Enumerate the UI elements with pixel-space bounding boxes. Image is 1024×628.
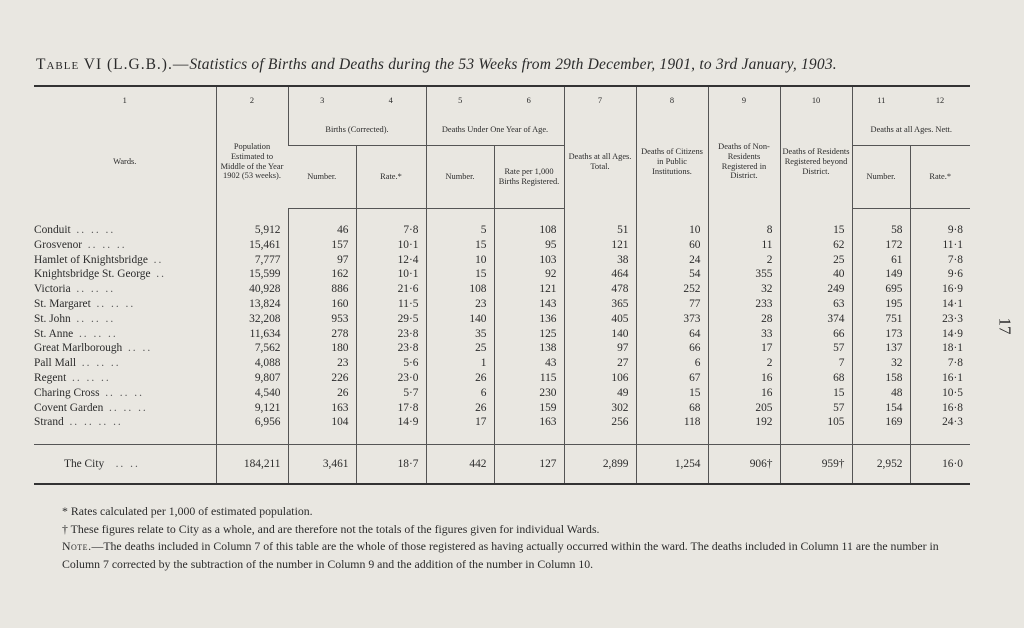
table-row-total <box>34 445 970 485</box>
data-cell: 149 <box>852 267 910 282</box>
data-cell: 442 <box>426 445 494 485</box>
data-cell: 15 <box>426 267 494 282</box>
table-row <box>34 297 970 312</box>
leader-dots: .. .. <box>127 342 153 355</box>
table-row <box>34 282 970 297</box>
data-cell: 9,121 <box>216 401 288 416</box>
data-cell: 478 <box>564 282 636 297</box>
data-cell: 13,824 <box>216 297 288 312</box>
data-cell: 40,928 <box>216 282 288 297</box>
data-cell: 16 <box>708 386 780 401</box>
table-row <box>34 253 970 268</box>
data-cell: 12·4 <box>356 253 426 268</box>
data-cell: 24·3 <box>910 415 970 430</box>
data-cell: 10 <box>426 253 494 268</box>
data-cell: 5·7 <box>356 386 426 401</box>
data-cell: 23·3 <box>910 312 970 327</box>
data-cell: 906† <box>708 445 780 485</box>
column-number: 10 <box>780 86 852 115</box>
data-cell: 26 <box>426 371 494 386</box>
column-number: 9 <box>708 86 780 115</box>
data-cell: 1 <box>426 356 494 371</box>
data-cell: 62 <box>780 238 852 253</box>
data-cell: 105 <box>780 415 852 430</box>
ward-name: Great Marlborough <box>34 342 123 355</box>
data-cell: 40 <box>780 267 852 282</box>
data-cell: 27 <box>564 356 636 371</box>
data-cell: 162 <box>288 267 356 282</box>
table-row <box>34 401 970 416</box>
data-cell: 92 <box>494 267 564 282</box>
data-cell: 104 <box>288 415 356 430</box>
header-deaths-total: Deaths at all Ages. Total. <box>564 115 636 209</box>
leader-dots: .. .. .. <box>76 224 116 236</box>
column-number: 11 <box>852 86 910 115</box>
data-cell: 140 <box>426 312 494 327</box>
column-number: 6 <box>526 96 531 106</box>
data-cell: 57 <box>780 401 852 416</box>
data-cell: 195 <box>852 297 910 312</box>
ward-name: Knightsbridge St. George <box>34 268 151 281</box>
header-wards: Wards. <box>113 156 137 166</box>
footnote-rates: * Rates calculated per 1,000 of estimated population. <box>62 504 313 518</box>
header-infant-number: Number. <box>426 146 494 209</box>
data-cell: 158 <box>852 371 910 386</box>
data-cell: 7,777 <box>216 253 288 268</box>
leader-dots: .. .. .. <box>105 386 144 399</box>
table-row <box>34 386 970 401</box>
header-deaths-public-institutions: Deaths of Citizens in Public Institutions. <box>636 115 708 209</box>
data-cell: 2,899 <box>564 445 636 485</box>
data-cell: 953 <box>288 312 356 327</box>
ward-cell <box>34 445 216 485</box>
data-cell: 15,461 <box>216 238 288 253</box>
note-text: —The deaths included in Column 7 of this table are the whole of those registered as having actually occurred within the ward. The deaths included in Column 11 are the number in Column 7 corrected by the subtraction of the number in Column 9 and the addition of the number in Column 10. <box>62 539 939 571</box>
header-deaths-non-residents: Deaths of Non-Residents Registered in District. <box>708 115 780 209</box>
data-cell: 28 <box>708 312 780 327</box>
data-cell: 2,952 <box>852 445 910 485</box>
data-cell: 15 <box>780 386 852 401</box>
data-cell: 249 <box>780 282 852 297</box>
table-row <box>34 356 970 371</box>
data-cell: 15 <box>426 238 494 253</box>
table-row <box>34 327 970 342</box>
data-cell: 8 <box>708 223 780 238</box>
data-cell: 5,912 <box>216 223 288 238</box>
data-cell: 9,807 <box>216 371 288 386</box>
ward-cell <box>34 253 216 268</box>
ward-cell <box>34 297 216 312</box>
ward-cell <box>34 356 216 371</box>
header-infant-deaths-group: Deaths Under One Year of Age. <box>426 115 564 146</box>
footnote-note <box>36 538 976 573</box>
table-title-text: Statistics of Births and Deaths during the 53 Weeks from 29th December, 1901, to 3rd January, 1903. <box>189 56 837 73</box>
data-cell: 54 <box>636 267 708 282</box>
ward-rows <box>34 209 970 445</box>
ward-name: Victoria <box>34 283 71 296</box>
header-nett-deaths-group: Deaths at all Ages. Nett. <box>852 115 970 146</box>
data-cell: 230 <box>494 386 564 401</box>
leader-dots: .. .. .. <box>87 238 127 251</box>
data-cell: 160 <box>288 297 356 312</box>
data-cell: 374 <box>780 312 852 327</box>
ward-cell <box>34 238 216 253</box>
data-cell: 373 <box>636 312 708 327</box>
leader-dots: .. .. .. <box>76 283 116 296</box>
data-cell: 10 <box>636 223 708 238</box>
data-cell: 66 <box>636 341 708 356</box>
data-cell: 180 <box>288 341 356 356</box>
data-cell: 184,211 <box>216 445 288 485</box>
data-cell: 125 <box>494 327 564 342</box>
column-number: 2 <box>216 86 288 115</box>
leader-dots: .. <box>153 253 164 266</box>
ward-cell <box>34 415 216 430</box>
data-cell: 23·8 <box>356 341 426 356</box>
data-cell: 68 <box>780 371 852 386</box>
leader-dots: .. .. .. <box>81 357 121 370</box>
ward-name: Regent <box>34 371 67 384</box>
header-infant-rate: Rate per 1,000 Births Registered. <box>494 146 564 209</box>
column-number: 1 <box>122 96 127 106</box>
ward-name: Conduit <box>34 224 71 236</box>
data-cell: 16·9 <box>910 282 970 297</box>
data-cell: 11·5 <box>356 297 426 312</box>
data-cell: 115 <box>494 371 564 386</box>
data-cell: 127 <box>494 445 564 485</box>
data-cell: 23 <box>426 297 494 312</box>
data-cell: 23 <box>288 356 356 371</box>
data-cell: 33 <box>708 327 780 342</box>
ward-name: Hamlet of Knightsbridge <box>34 253 148 266</box>
column-number: 7 <box>564 86 636 115</box>
statistics-table <box>34 85 970 485</box>
data-cell: 58 <box>852 223 910 238</box>
data-cell: 157 <box>288 238 356 253</box>
data-cell: 60 <box>636 238 708 253</box>
data-cell: 365 <box>564 297 636 312</box>
data-cell: 405 <box>564 312 636 327</box>
ward-cell <box>34 312 216 327</box>
leader-dots: .. .. .. <box>71 371 111 384</box>
ward-name: St. John <box>34 312 71 325</box>
data-cell: 16 <box>708 371 780 386</box>
data-cell: 97 <box>564 341 636 356</box>
ward-cell <box>34 401 216 416</box>
ward-name: Grosvenor <box>34 238 83 251</box>
data-cell: 25 <box>426 341 494 356</box>
data-cell: 959† <box>780 445 852 485</box>
table-row <box>34 415 970 430</box>
data-cell: 14·9 <box>356 415 426 430</box>
footnote-dagger: † These figures relate to City as a whole, and are therefore not the totals of the figures given for individual Wards. <box>62 521 600 536</box>
data-cell: 169 <box>852 415 910 430</box>
data-cell: 11 <box>708 238 780 253</box>
data-cell: 121 <box>564 238 636 253</box>
data-cell: 103 <box>494 253 564 268</box>
ward-name: Strand <box>34 416 64 429</box>
data-cell: 118 <box>636 415 708 430</box>
data-cell: 17 <box>708 341 780 356</box>
data-cell: 695 <box>852 282 910 297</box>
data-cell: 14·1 <box>910 297 970 312</box>
header-population: Population Estimated to Middle of the Year 1902 (53 weeks). <box>216 115 288 209</box>
data-cell: 205 <box>708 401 780 416</box>
data-cell: 32,208 <box>216 312 288 327</box>
data-cell: 2 <box>708 356 780 371</box>
column-number: 4 <box>388 96 393 106</box>
data-cell: 6 <box>636 356 708 371</box>
data-cell: 97 <box>288 253 356 268</box>
data-cell: 278 <box>288 327 356 342</box>
data-cell: 9·6 <box>910 267 970 282</box>
ward-cell <box>34 386 216 401</box>
data-cell: 17 <box>426 415 494 430</box>
data-cell: 14·9 <box>910 327 970 342</box>
data-cell: 29·5 <box>356 312 426 327</box>
page-number: 17 <box>995 317 1015 335</box>
footnotes <box>36 503 976 573</box>
data-cell: 9·8 <box>910 223 970 238</box>
ward-cell <box>34 267 216 282</box>
data-cell: 15 <box>636 386 708 401</box>
table-title <box>36 56 976 74</box>
data-cell: 1,254 <box>636 445 708 485</box>
header-nett-number: Number. <box>852 146 910 209</box>
data-cell: 64 <box>636 327 708 342</box>
table-row <box>34 341 970 356</box>
data-cell: 95 <box>494 238 564 253</box>
data-cell: 61 <box>852 253 910 268</box>
leader-dots: .. .. <box>115 457 140 470</box>
data-cell: 163 <box>494 415 564 430</box>
header-nett-rate: Rate.* <box>910 146 970 209</box>
data-cell: 17·8 <box>356 401 426 416</box>
leader-dots: .. .. .. <box>108 401 148 414</box>
data-cell: 10·1 <box>356 267 426 282</box>
data-cell: 35 <box>426 327 494 342</box>
ward-cell <box>34 371 216 386</box>
data-cell: 15 <box>780 223 852 238</box>
data-cell: 108 <box>426 282 494 297</box>
ward-name: The City <box>64 457 105 470</box>
data-cell: 7·8 <box>910 356 970 371</box>
data-cell: 140 <box>564 327 636 342</box>
data-cell: 154 <box>852 401 910 416</box>
ward-cell <box>34 341 216 356</box>
header-births-rate: Rate.* <box>356 146 426 209</box>
data-cell: 173 <box>852 327 910 342</box>
data-cell: 6 <box>426 386 494 401</box>
column-number: 8 <box>636 86 708 115</box>
data-cell: 46 <box>288 223 356 238</box>
header-deaths-residents-beyond: Deaths of Residents Registered beyond District. <box>780 115 852 209</box>
table-title-prefix: Table VI (L.G.B.).— <box>36 56 190 73</box>
ward-cell <box>34 327 216 342</box>
leader-dots: .. <box>156 268 166 281</box>
ward-name: St. Margaret <box>34 297 91 310</box>
data-cell: 16·1 <box>910 371 970 386</box>
data-cell: 48 <box>852 386 910 401</box>
data-cell: 464 <box>564 267 636 282</box>
data-cell: 751 <box>852 312 910 327</box>
data-cell: 23·8 <box>356 327 426 342</box>
data-cell: 26 <box>426 401 494 416</box>
ward-cell <box>34 282 216 297</box>
data-cell: 32 <box>708 282 780 297</box>
data-cell: 16·8 <box>910 401 970 416</box>
data-cell: 137 <box>852 341 910 356</box>
data-cell: 3,461 <box>288 445 356 485</box>
header-births-number: Number. <box>288 146 356 209</box>
data-cell: 16·0 <box>910 445 970 485</box>
total-row-group <box>34 445 970 485</box>
data-cell: 192 <box>708 415 780 430</box>
leader-dots: .. .. .. <box>96 297 136 310</box>
leader-dots: .. .. .. .. <box>69 416 123 429</box>
data-cell: 163 <box>288 401 356 416</box>
data-cell: 233 <box>708 297 780 312</box>
data-cell: 6,956 <box>216 415 288 430</box>
leader-dots: .. .. .. <box>76 312 116 325</box>
leader-dots: .. .. .. <box>78 327 118 340</box>
data-cell: 24 <box>636 253 708 268</box>
data-cell: 7·8 <box>910 253 970 268</box>
table-header <box>34 86 970 209</box>
data-cell: 15,599 <box>216 267 288 282</box>
data-cell: 5 <box>426 223 494 238</box>
note-label: Note. <box>62 539 92 553</box>
data-cell: 143 <box>494 297 564 312</box>
data-cell: 68 <box>636 401 708 416</box>
data-cell: 172 <box>852 238 910 253</box>
column-number: 12 <box>935 96 945 106</box>
data-cell: 7 <box>780 356 852 371</box>
data-cell: 11,634 <box>216 327 288 342</box>
data-cell: 11·1 <box>910 238 970 253</box>
data-cell: 4,088 <box>216 356 288 371</box>
data-cell: 226 <box>288 371 356 386</box>
data-cell: 121 <box>494 282 564 297</box>
data-cell: 21·6 <box>356 282 426 297</box>
data-cell: 159 <box>494 401 564 416</box>
data-cell: 25 <box>780 253 852 268</box>
table-row <box>34 371 970 386</box>
data-cell: 4,540 <box>216 386 288 401</box>
data-cell: 7·8 <box>356 223 426 238</box>
column-number: 3 <box>288 86 356 115</box>
data-cell: 63 <box>780 297 852 312</box>
data-cell: 302 <box>564 401 636 416</box>
table-row <box>34 267 970 282</box>
data-cell: 26 <box>288 386 356 401</box>
data-cell: 43 <box>494 356 564 371</box>
data-cell: 23·0 <box>356 371 426 386</box>
data-cell: 106 <box>564 371 636 386</box>
ward-name: Covent Garden <box>34 401 104 414</box>
ward-cell <box>34 223 216 238</box>
ward-name: St. Anne <box>34 327 74 340</box>
header-births-group: Births (Corrected). <box>288 115 426 146</box>
data-cell: 38 <box>564 253 636 268</box>
data-cell: 138 <box>494 341 564 356</box>
data-cell: 18·7 <box>356 445 426 485</box>
data-cell: 51 <box>564 223 636 238</box>
data-cell: 10·5 <box>910 386 970 401</box>
data-cell: 355 <box>708 267 780 282</box>
column-number: 5 <box>426 86 494 115</box>
data-cell: 57 <box>780 341 852 356</box>
data-cell: 32 <box>852 356 910 371</box>
data-cell: 18·1 <box>910 341 970 356</box>
ward-name: Charing Cross <box>34 386 100 399</box>
data-cell: 2 <box>708 253 780 268</box>
table-row <box>34 238 970 253</box>
data-cell: 108 <box>494 223 564 238</box>
table-row <box>34 223 970 238</box>
data-cell: 67 <box>636 371 708 386</box>
data-cell: 5·6 <box>356 356 426 371</box>
data-cell: 256 <box>564 415 636 430</box>
data-cell: 49 <box>564 386 636 401</box>
data-cell: 7,562 <box>216 341 288 356</box>
table-row <box>34 312 970 327</box>
ward-name: Pall Mall <box>34 357 77 370</box>
data-cell: 252 <box>636 282 708 297</box>
data-cell: 77 <box>636 297 708 312</box>
data-cell: 886 <box>288 282 356 297</box>
data-cell: 10·1 <box>356 238 426 253</box>
data-cell: 136 <box>494 312 564 327</box>
data-cell: 66 <box>780 327 852 342</box>
